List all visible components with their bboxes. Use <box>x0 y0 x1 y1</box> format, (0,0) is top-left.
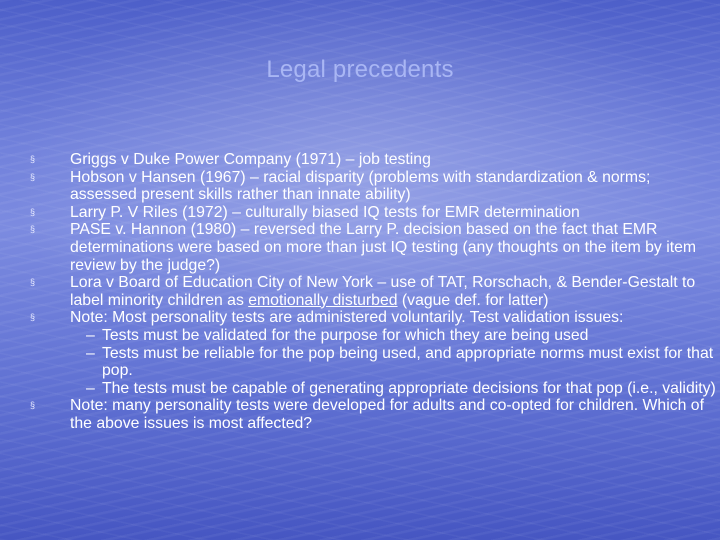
bullet-item-note-validation <box>30 309 720 397</box>
sub-bullet-text: Tests must be validated for the purpose for which they are being used <box>102 326 589 344</box>
bullet-item-larry-p <box>30 204 720 222</box>
slide-title: Legal precedents <box>266 56 454 83</box>
bullet-icon: § <box>30 206 36 217</box>
bullet-text: Note: Most personality tests are administered voluntarily. Test validation issues: <box>70 309 624 327</box>
sub-bullet-item <box>30 380 720 398</box>
bullet-text: Larry P. V Riles (1972) – culturally biased IQ tests for EMR determination <box>70 203 580 221</box>
dash-icon: – <box>86 344 95 362</box>
bullet-text: Griggs v Duke Power Company (1971) – job testing <box>70 151 431 168</box>
sub-bullet-text: Tests must be reliable for the pop being used, and appropriate norms must exist for that pop. <box>102 344 714 380</box>
bullet-item-hobson <box>30 169 720 204</box>
bullet-icon: § <box>30 312 36 323</box>
sub-bullet-item <box>30 327 720 345</box>
sub-bullet-text: The tests must be capable of generating appropriate decisions for that pop (i.e., validity) <box>102 379 716 397</box>
dash-icon: – <box>86 326 95 344</box>
dash-icon: – <box>86 379 95 397</box>
underlined-term: emotionally disturbed <box>248 291 398 309</box>
bullet-item-pase <box>30 221 720 274</box>
sub-bullet-list <box>70 327 720 397</box>
bullet-icon: § <box>30 171 36 182</box>
bullet-icon: § <box>30 224 36 235</box>
bullet-item-lora <box>30 274 720 309</box>
bullet-text: PASE v. Hannon (1980) – reversed the Larry P. decision based on the fact that EMR determinations were based on more than just IQ testing (any thoughts on the item by item review by the judge?) <box>70 221 697 274</box>
bullet-text-before: Lora v Board of Education City of New York – use of TAT, Rorschach, & Bender-Gestalt to label minority children as <box>70 274 696 309</box>
bullet-icon: § <box>30 400 36 411</box>
bullet-icon: § <box>30 277 36 288</box>
bullet-item-note-adults <box>30 397 720 432</box>
sub-bullet-item <box>30 345 720 380</box>
bullet-text: Note: many personality tests were developed for adults and co-opted for children. Which of the above issues is most affected? <box>70 397 704 432</box>
bullet-text: Hobson v Hansen (1967) – racial disparity (problems with standardization & norms; assessed present skills rather than innate ability) <box>70 168 651 204</box>
bullet-item-griggs <box>30 151 720 169</box>
bullet-list <box>30 151 720 433</box>
bullet-text-after: (vague def. for latter) <box>397 291 549 309</box>
bullet-text <box>70 274 695 309</box>
bullet-icon: § <box>30 154 36 164</box>
